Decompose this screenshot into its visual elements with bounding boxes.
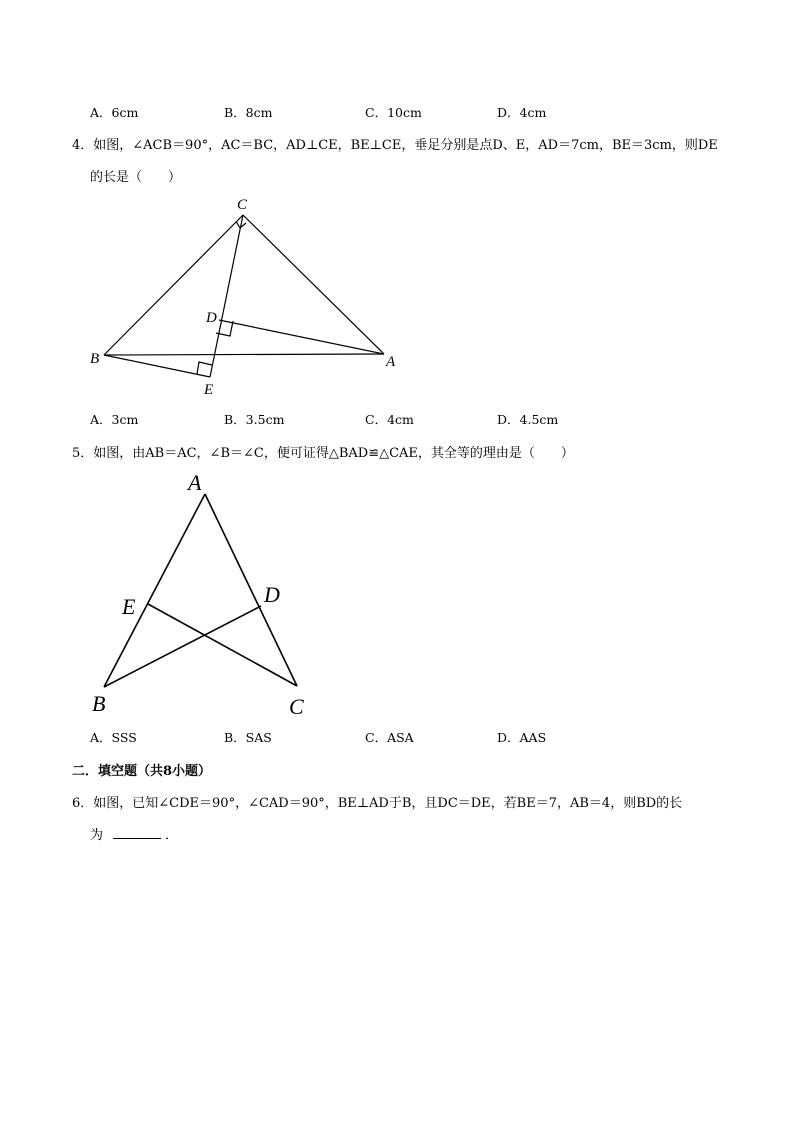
q4-option-c: C．4cm <box>365 412 414 427</box>
q4-label-c: C <box>237 197 248 213</box>
q5-option-c: C．ASA <box>365 730 414 745</box>
q5-segment-ac <box>205 494 297 686</box>
q4-label-b: B <box>90 351 100 367</box>
q5-stem: 5．如图，由AB＝AC，∠B＝∠C，便可证得△BAD≌△CAE，其全等的理由是（ ） <box>72 446 574 461</box>
q5-segment-ab <box>104 494 205 687</box>
q4-label-a: A <box>386 354 396 370</box>
q3-option-c: C．10cm <box>365 105 422 120</box>
q5-label-e: E <box>122 594 136 619</box>
q4-option-d: D．4.5cm <box>497 412 559 427</box>
q5-label-d: D <box>264 582 280 607</box>
q4-stem-line2: 的长是（ ） <box>90 170 182 185</box>
q5-label-a: A <box>188 470 202 495</box>
q5-option-b: B．SAS <box>224 730 272 745</box>
q5-label-b: B <box>92 691 106 716</box>
q5-label-c: C <box>289 694 304 719</box>
q5-segment-ec <box>148 604 297 686</box>
q3-option-d: D．4cm <box>497 105 547 120</box>
q6-suffix: ． <box>165 828 179 843</box>
q4-label-e: E <box>204 382 214 398</box>
section-title-fill-in: 二．填空题（共8小题） <box>72 764 212 779</box>
q3-option-a: A．6cm <box>90 105 139 120</box>
q6-prefix: 为 <box>90 828 104 843</box>
q4-stem-line1: 4．如图，∠ACB＝90°，AC＝BC，AD⊥CE，BE⊥CE，垂足分别是点D、E，AD＝7cm，BE＝3cm，则DE <box>72 138 718 153</box>
q4-option-a: A．3cm <box>90 412 139 427</box>
q3-option-b: B．8cm <box>224 105 273 120</box>
q5-option-a: A．SSS <box>90 730 137 745</box>
q4-option-b: B．3.5cm <box>224 412 285 427</box>
q4-label-d: D <box>206 310 217 326</box>
q5-option-d: D．AAS <box>497 730 547 745</box>
q6-stem-line2 <box>90 824 178 843</box>
q6-stem-line1: 6．如图，已知∠CDE＝90°，∠CAD＝90°，BE⊥AD于B，且DC＝DE，若BE＝7，AB＝4，则BD的长 <box>72 796 683 811</box>
q6-answer-blank[interactable] <box>113 827 161 839</box>
